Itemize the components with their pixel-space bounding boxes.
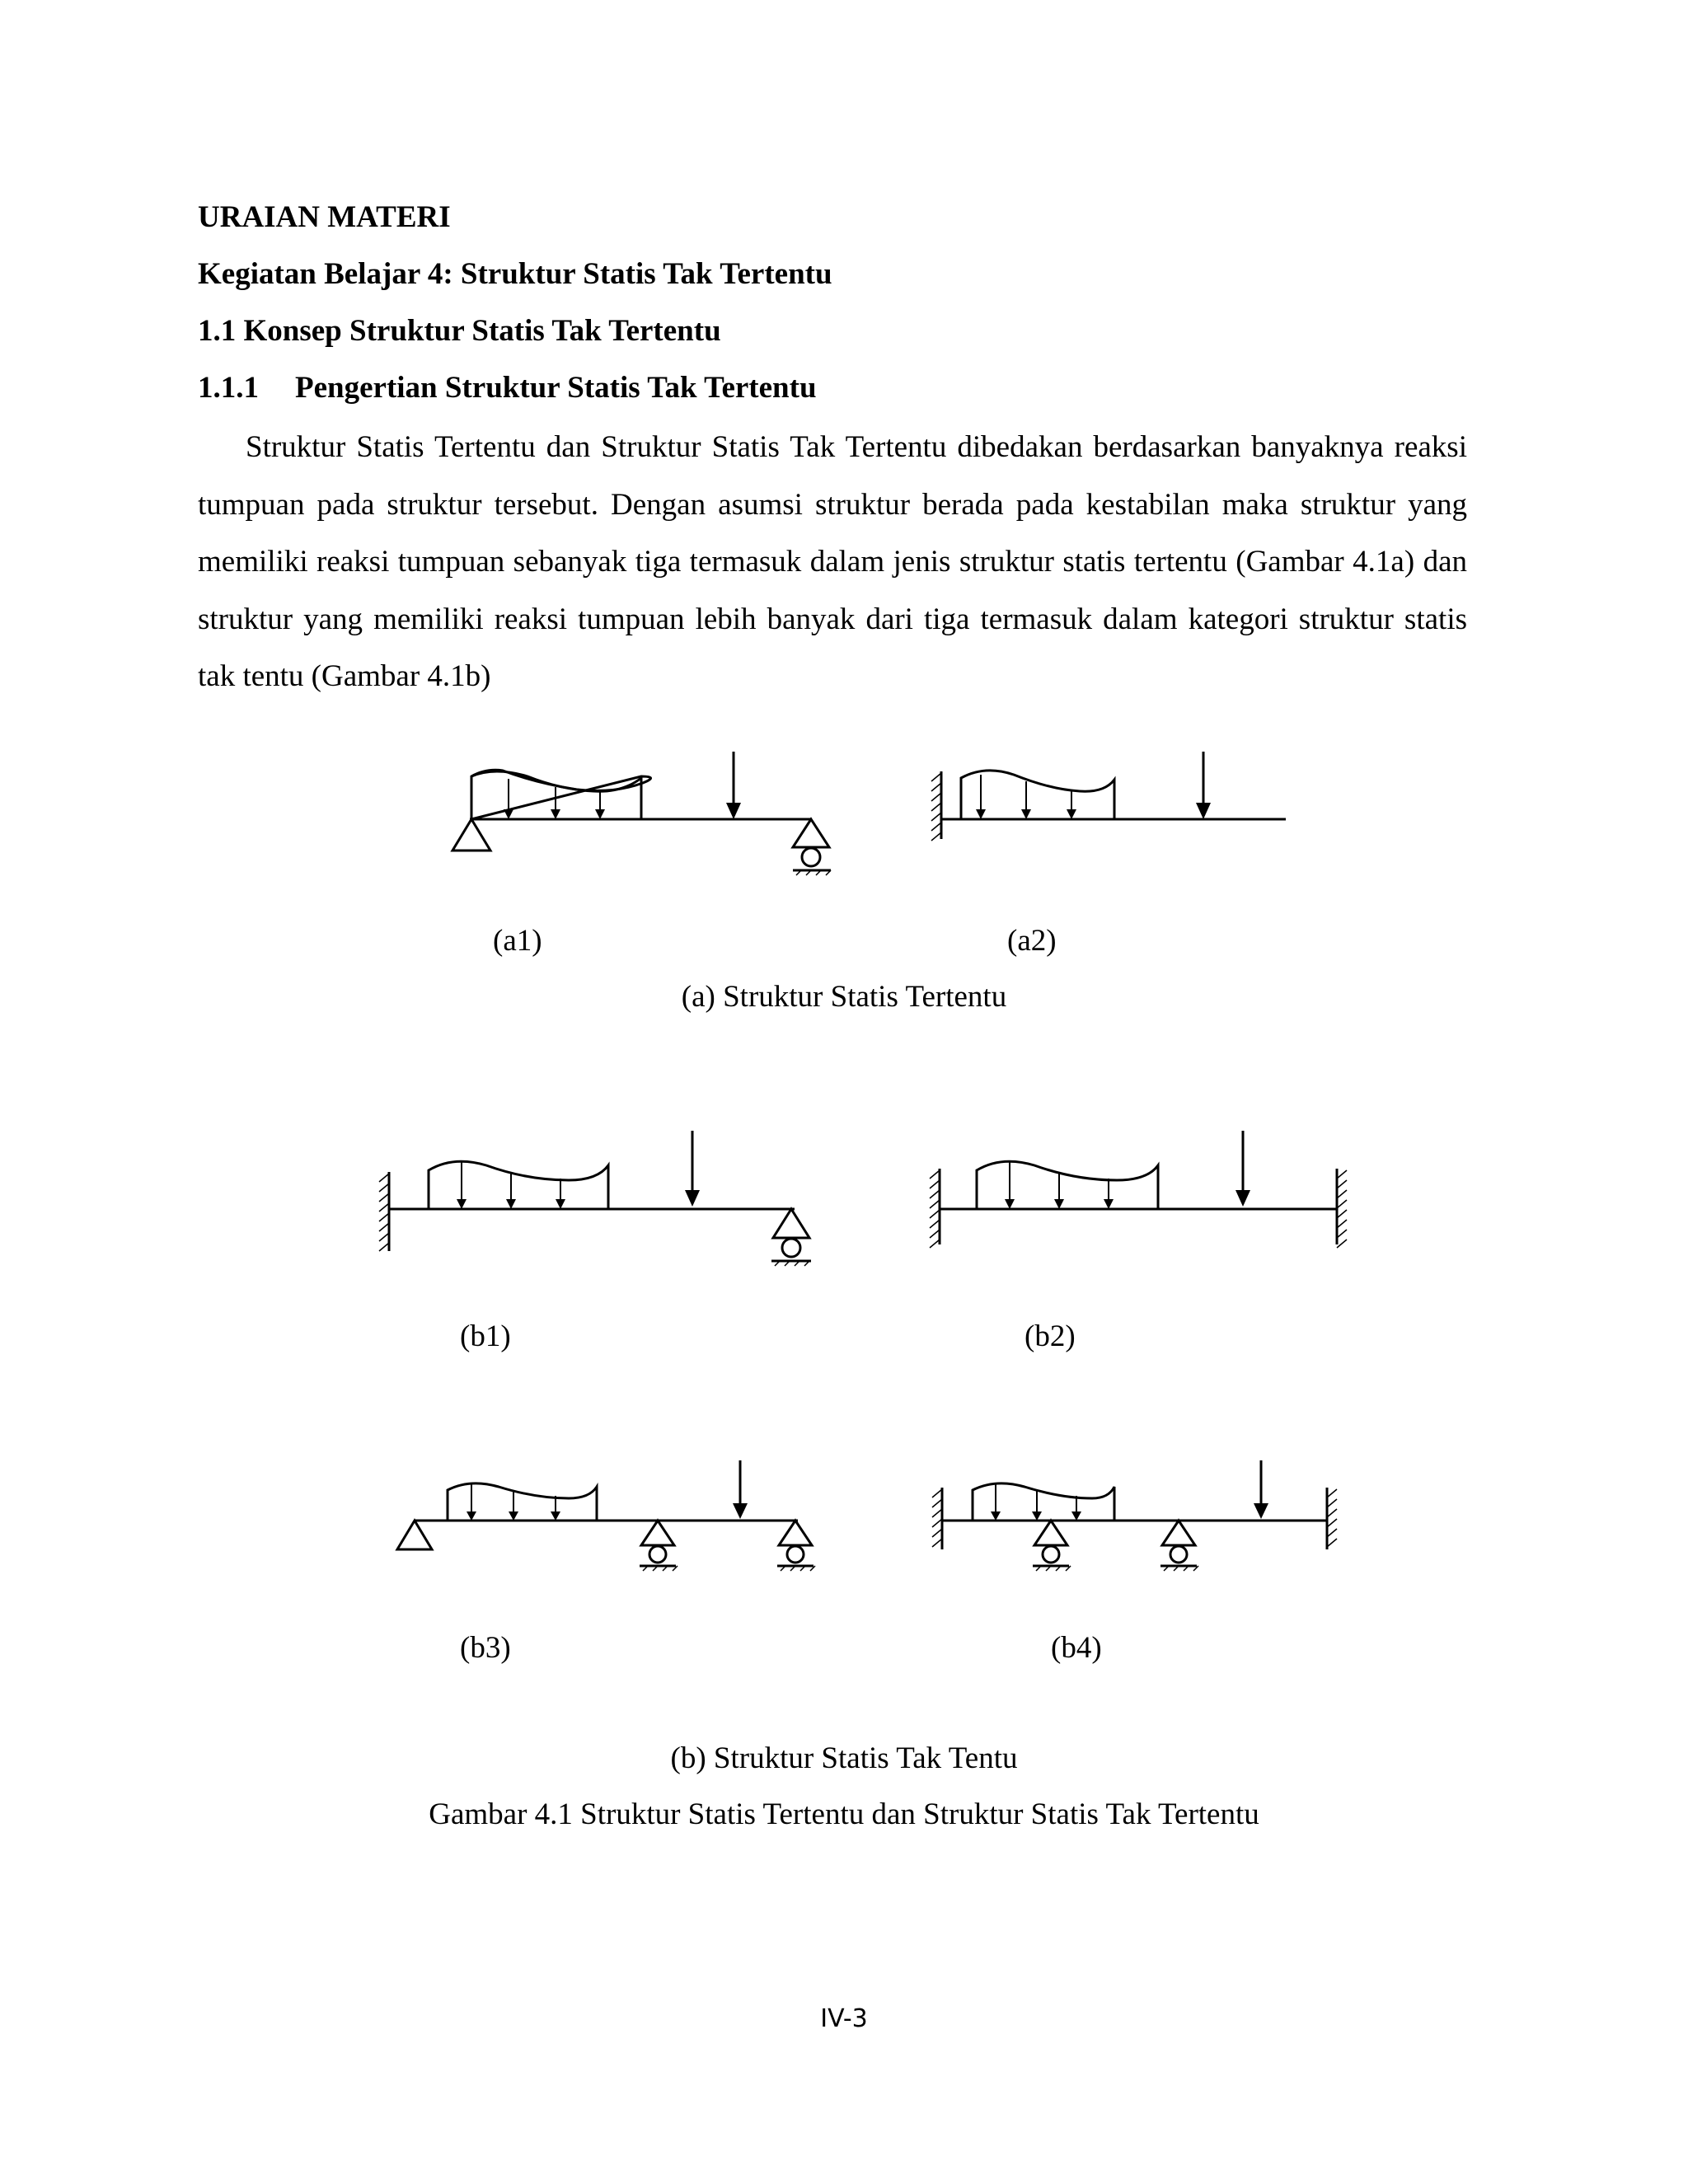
diagram-a1: [437, 742, 865, 890]
point-load-arrow: [733, 1460, 748, 1519]
label-b2: (b2): [1025, 1319, 1076, 1353]
subsection-heading: [198, 313, 721, 349]
roller-support-icon: [771, 1209, 811, 1266]
diagram-b3: [387, 1451, 832, 1582]
load-arrows: [467, 1483, 560, 1521]
point-load-arrow: [1236, 1131, 1250, 1207]
fixed-support-left-icon: [930, 1169, 940, 1248]
subsubsection-heading: [198, 370, 817, 406]
point-load-arrow: [685, 1131, 700, 1207]
roller-support-middle-icon: [640, 1521, 678, 1571]
subsection-title: Konsep Struktur Statis Tak Tertentu: [243, 314, 721, 348]
fixed-support-icon: [379, 1172, 389, 1251]
pin-support-icon: [397, 1521, 432, 1549]
label-b1: (b1): [460, 1319, 511, 1353]
fixed-support-right-icon: [1327, 1488, 1337, 1549]
roller-support-icon: [793, 819, 831, 875]
label-a1: (a1): [493, 924, 542, 958]
point-load-arrow: [1196, 752, 1211, 819]
load-arrows: [976, 775, 1076, 819]
distributed-load: [977, 1161, 1158, 1209]
diagram-a2: [915, 742, 1302, 849]
subsubsection-number: 1.1.1: [198, 371, 259, 405]
load-arrows: [457, 1162, 565, 1209]
caption-a: (a) Struktur Statis Tertentu: [681, 980, 1007, 1014]
subsection-number: 1.1: [198, 314, 237, 348]
point-load-arrow: [1254, 1460, 1268, 1519]
roller-support-left-icon: [1033, 1521, 1071, 1571]
pin-support-icon: [452, 819, 490, 851]
page-number: IV-3: [820, 2004, 868, 2033]
label-b3: (b3): [460, 1631, 511, 1665]
roller-support-right-icon: [1160, 1521, 1198, 1571]
section-title: URAIAN MATERI: [198, 200, 451, 234]
activity-title: Kegiatan Belajar 4: Struktur Statis Tak Tertentu: [198, 257, 832, 291]
fixed-support-icon: [931, 771, 941, 841]
label-a2: (a2): [1007, 924, 1057, 958]
diagram-b1: [363, 1121, 841, 1286]
distributed-load: [429, 1161, 608, 1209]
fixed-support-right-icon: [1337, 1169, 1347, 1248]
diagram-b2: [907, 1121, 1368, 1261]
distributed-load: [471, 770, 651, 819]
label-b4: (b4): [1051, 1631, 1102, 1665]
load-arrows: [1005, 1162, 1114, 1209]
diagram-b4: [915, 1451, 1360, 1582]
point-load-arrow: [726, 752, 741, 819]
subsubsection-title: Pengertian Struktur Statis Tak Tertentu: [295, 371, 817, 405]
roller-support-right-icon: [777, 1521, 815, 1571]
body-paragraph: Struktur Statis Tertentu dan Struktur Statis Tak Tertentu dibedakan berdasarkan banyaknya reaksi tumpuan pada struktur tersebut. Dengan asumsi struktur berada pada kestabilan maka struktur yang memiliki reaksi tumpuan sebanyak tiga termasuk dalam jenis struktur statis tertentu (Gambar 4.1a) dan struktur yang memiliki reaksi tumpuan lebih banyak dari tiga termasuk dalam kategori struktur statis tak tentu (Gambar 4.1b): [198, 430, 1467, 693]
figure-caption: Gambar 4.1 Struktur Statis Tertentu dan Struktur Statis Tak Tertentu: [429, 1797, 1259, 1831]
caption-b: (b) Struktur Statis Tak Tentu: [670, 1741, 1018, 1775]
fixed-support-left-icon: [932, 1488, 942, 1549]
